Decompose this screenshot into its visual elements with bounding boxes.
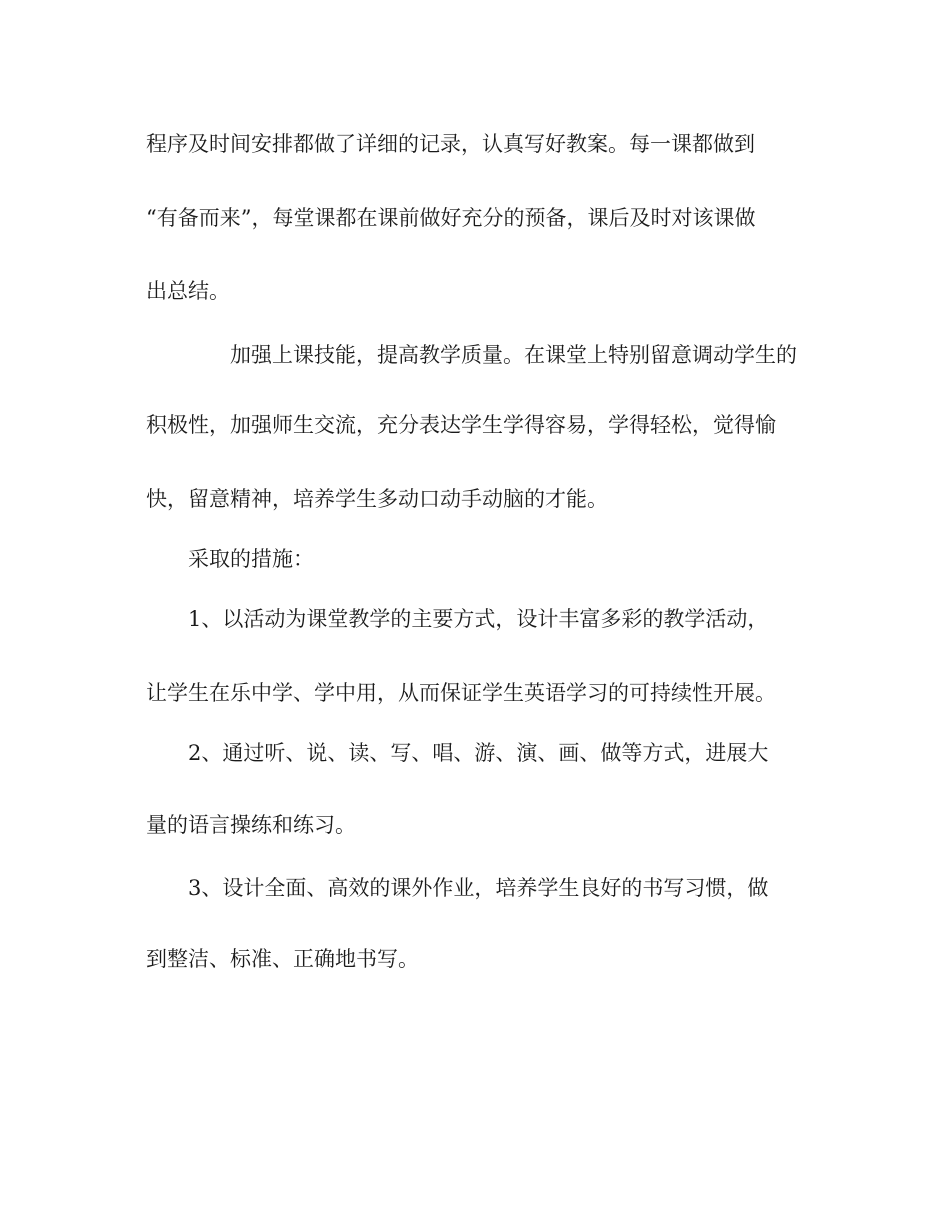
- text-line: 采取的措施：: [146, 547, 314, 571]
- text-line: 到整洁、标准、正确地书写。: [146, 947, 419, 971]
- text-line: “有备而来”，每堂课都在课前做好充分的预备，课后及时对该课做: [146, 206, 756, 230]
- text-line: 积极性，加强师生交流，充分表达学生学得容易，学得轻松，觉得愉: [146, 413, 776, 437]
- text-line: 快，留意精神，培养学生多动口动手动脑的才能。: [146, 487, 608, 511]
- text-line: 2、通过听、说、读、写、唱、游、演、画、做等方式，进展大: [146, 741, 769, 765]
- text-line: 3、设计全面、高效的课外作业，培养学生良好的书写习惯，做: [146, 876, 769, 900]
- text-line: 1、以活动为课堂教学的主要方式，设计丰富多彩的教学活动，: [146, 607, 769, 631]
- text-line: 让学生在乐中学、学中用，从而保证学生英语学习的可持续性开展。: [146, 681, 776, 705]
- text-line: 加强上课技能，提高教学质量。在课堂上特别留意调动学生的: [188, 343, 797, 367]
- text-line: 出总结。: [146, 279, 230, 303]
- text-line: 量的语言操练和练习。: [146, 813, 356, 837]
- text-line: 程序及时间安排都做了详细的记录，认真写好教案。每一课都做到: [146, 132, 755, 156]
